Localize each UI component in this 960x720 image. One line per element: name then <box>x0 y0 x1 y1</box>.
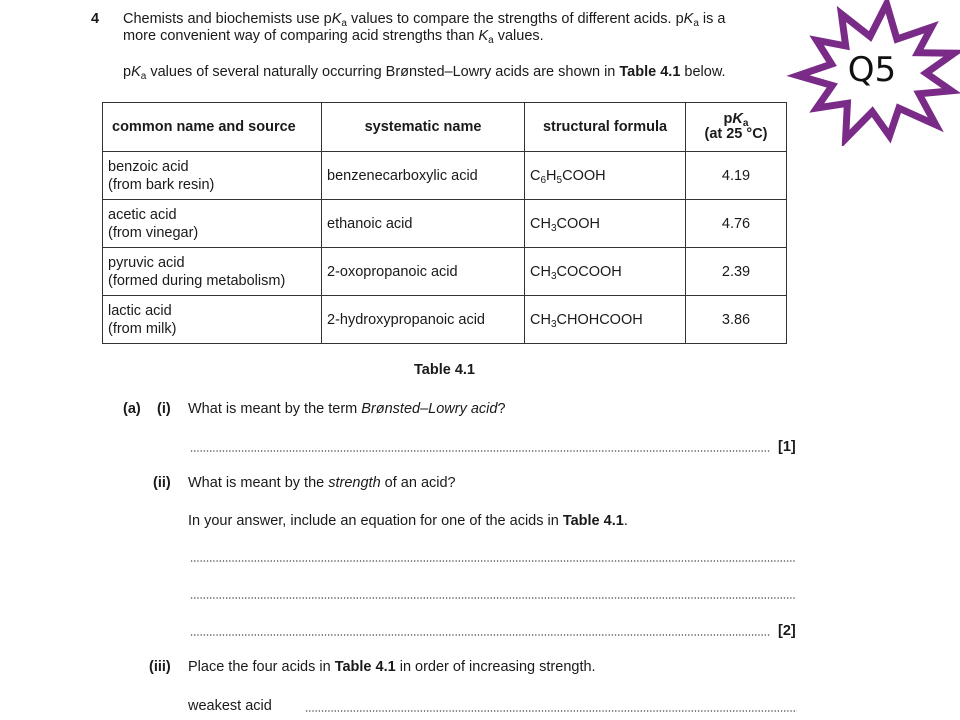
table-intro: $pK_a$ values of several naturally occurring Brønsted–Lowry acids are shown in Table 4.1 below. <box>123 64 726 82</box>
mark-allocation: [1] <box>778 439 796 455</box>
acid-table <box>102 102 787 344</box>
systematic-name-cell: ethanoic acid <box>322 200 525 248</box>
answer-line[interactable] <box>190 450 770 452</box>
systematic-name-cell: 2-oxopropanoic acid <box>322 248 525 296</box>
badge-label: Q5 <box>847 50 897 90</box>
formula-cell: $C_6H_5COOH$ <box>525 152 686 200</box>
table-row <box>103 248 787 296</box>
table-row <box>103 152 787 200</box>
pka-cell: 4.19 <box>686 152 787 200</box>
formula-cell: $CH_3CHOHCOOH$ <box>525 296 686 344</box>
common-name-cell: pyruvic acid (formed during metabolism) <box>103 248 322 296</box>
common-name-cell: lactic acid (from milk) <box>103 296 322 344</box>
table-row <box>103 296 787 344</box>
common-name-cell: benzoic acid (from bark resin) <box>103 152 322 200</box>
table-caption: Table 4.1 <box>414 362 475 378</box>
mark-allocation: [2] <box>778 623 796 639</box>
answer-line[interactable] <box>305 710 797 712</box>
part-i-label: (i) <box>157 401 171 417</box>
question-intro: Chemists and biochemists use $pK_a$ values to compare the strengths of different acids. $pK_a$ is a more convenient way of comparing acid strengths than $K_a$ values. <box>123 11 726 46</box>
systematic-name-cell: 2-hydroxypropanoic acid <box>322 296 525 344</box>
pka-cell: 2.39 <box>686 248 787 296</box>
systematic-name-cell: benzenecarboxylic acid <box>322 152 525 200</box>
part-ii-question: What is meant by the strength of an acid? <box>188 475 456 491</box>
answer-line[interactable] <box>190 560 796 562</box>
part-iii-label: (iii) <box>149 659 171 675</box>
pka-cell: 3.86 <box>686 296 787 344</box>
header-structural-formula: structural formula <box>525 103 686 152</box>
question-badge <box>770 0 960 146</box>
part-ii-instruction: In your answer, include an equation for one of the acids in Table 4.1. <box>188 513 628 529</box>
part-ii-label: (ii) <box>153 475 171 491</box>
answer-line[interactable] <box>190 597 796 599</box>
pka-cell: 4.76 <box>686 200 787 248</box>
header-systematic-name: systematic name <box>322 103 525 152</box>
formula-cell: $CH_3COOH$ <box>525 200 686 248</box>
table-header-row <box>103 103 787 152</box>
common-name-cell: acetic acid (from vinegar) <box>103 200 322 248</box>
header-common-name: common name and source <box>103 103 322 152</box>
part-iii-question: Place the four acids in Table 4.1 in order of increasing strength. <box>188 659 596 675</box>
question-number: 4 <box>91 11 100 27</box>
header-pka: $pK_a$ (at 25 °C) <box>686 103 787 152</box>
formula-cell: $CH_3COCOOH$ <box>525 248 686 296</box>
answer-line[interactable] <box>190 634 770 636</box>
table-row <box>103 200 787 248</box>
part-a-label: (a) <box>123 401 141 417</box>
part-i-question: What is meant by the term Brønsted–Lowry acid? <box>188 401 506 417</box>
weakest-acid-label: weakest acid <box>188 698 272 714</box>
